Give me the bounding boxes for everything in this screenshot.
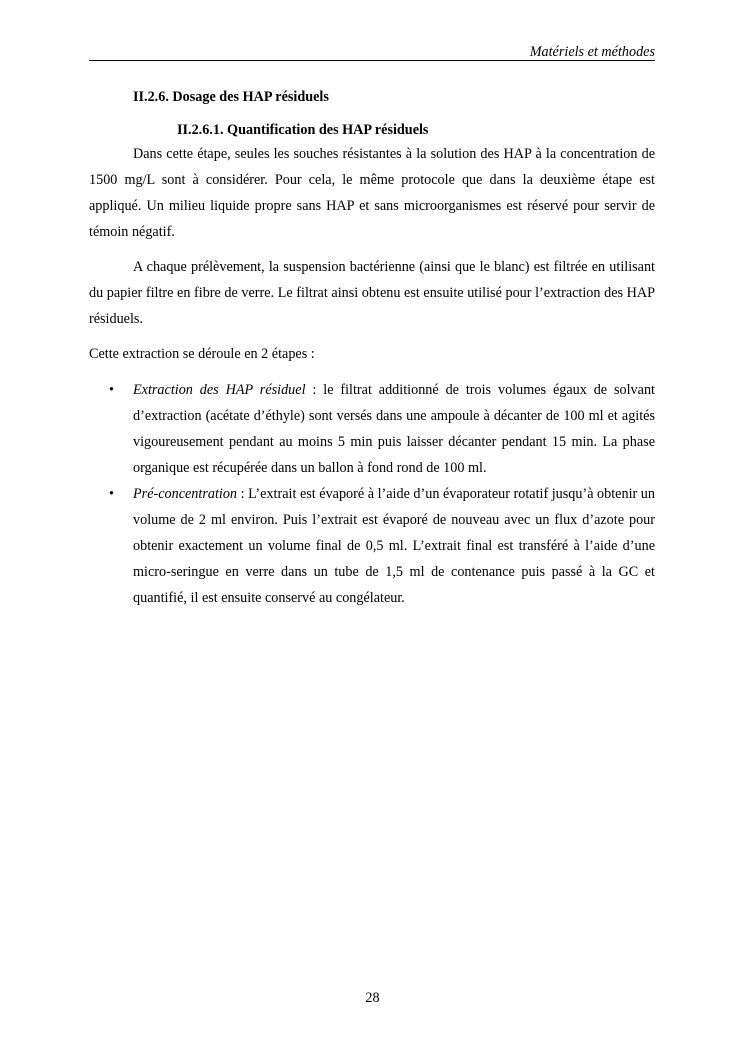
paragraph-1: Dans cette étape, seules les souches résistantes à la solution des HAP à la concentration de 1500 mg/L sont à considérer. Pour cela, le même protocole que dans la deuxième étape est appliqué. Un milieu liquide propre sans HAP et sans microorganismes est réservé pour servir de témoin négatif. bbox=[89, 146, 655, 240]
header-rule bbox=[89, 60, 655, 61]
section-heading: II.2.6. Dosage des HAP résiduels bbox=[133, 89, 329, 105]
list-item-text: : L’extrait est évaporé à l’aide d’un évaporateur rotatif jusqu’à obtenir un volume de 2 ml environ. Puis l’extrait est évaporé de nouveau avec un flux d’azote pour obtenir exactement un volume final de 0,5 ml. L’extrait final est transféré à l’aide d’une micro-seringue en verre dans un tube de 1,5 ml de contenance puis passé à la GC et quantifié, il est ensuite conservé au congélateur. bbox=[133, 486, 655, 606]
list-item bbox=[89, 377, 655, 481]
steps-list bbox=[89, 377, 655, 611]
running-header: Matériels et méthodes bbox=[529, 44, 655, 60]
paragraph-3: Cette extraction se déroule en 2 étapes : bbox=[89, 346, 315, 362]
page-number: 28 bbox=[365, 990, 380, 1006]
bullet-icon: • bbox=[109, 382, 114, 398]
paragraph-2: A chaque prélèvement, la suspension bactérienne (ainsi que le blanc) est filtrée en utilisant du papier filtre en fibre de verre. Le filtrat ainsi obtenu est ensuite utilisé pour l’extraction des HAP résiduels. bbox=[89, 259, 655, 327]
page-content bbox=[89, 88, 655, 611]
list-item bbox=[89, 481, 655, 611]
subsection-heading: II.2.6.1. Quantification des HAP résiduels bbox=[177, 122, 429, 138]
bullet-icon: • bbox=[109, 486, 114, 502]
list-item-term: Extraction des HAP résiduel bbox=[133, 382, 306, 398]
list-item-text: : le filtrat additionné de trois volumes égaux de solvant d’extraction (acétate d’éthyle) sont versés dans une ampoule à décanter de 100 ml et agités vigoureusement pendant au moins 5 min puis laisser décanter pendant 15 min. La phase organique est récupérée dans un ballon à fond rond de 100 ml. bbox=[133, 382, 655, 476]
list-item-term: Pré-concentration bbox=[133, 486, 238, 502]
